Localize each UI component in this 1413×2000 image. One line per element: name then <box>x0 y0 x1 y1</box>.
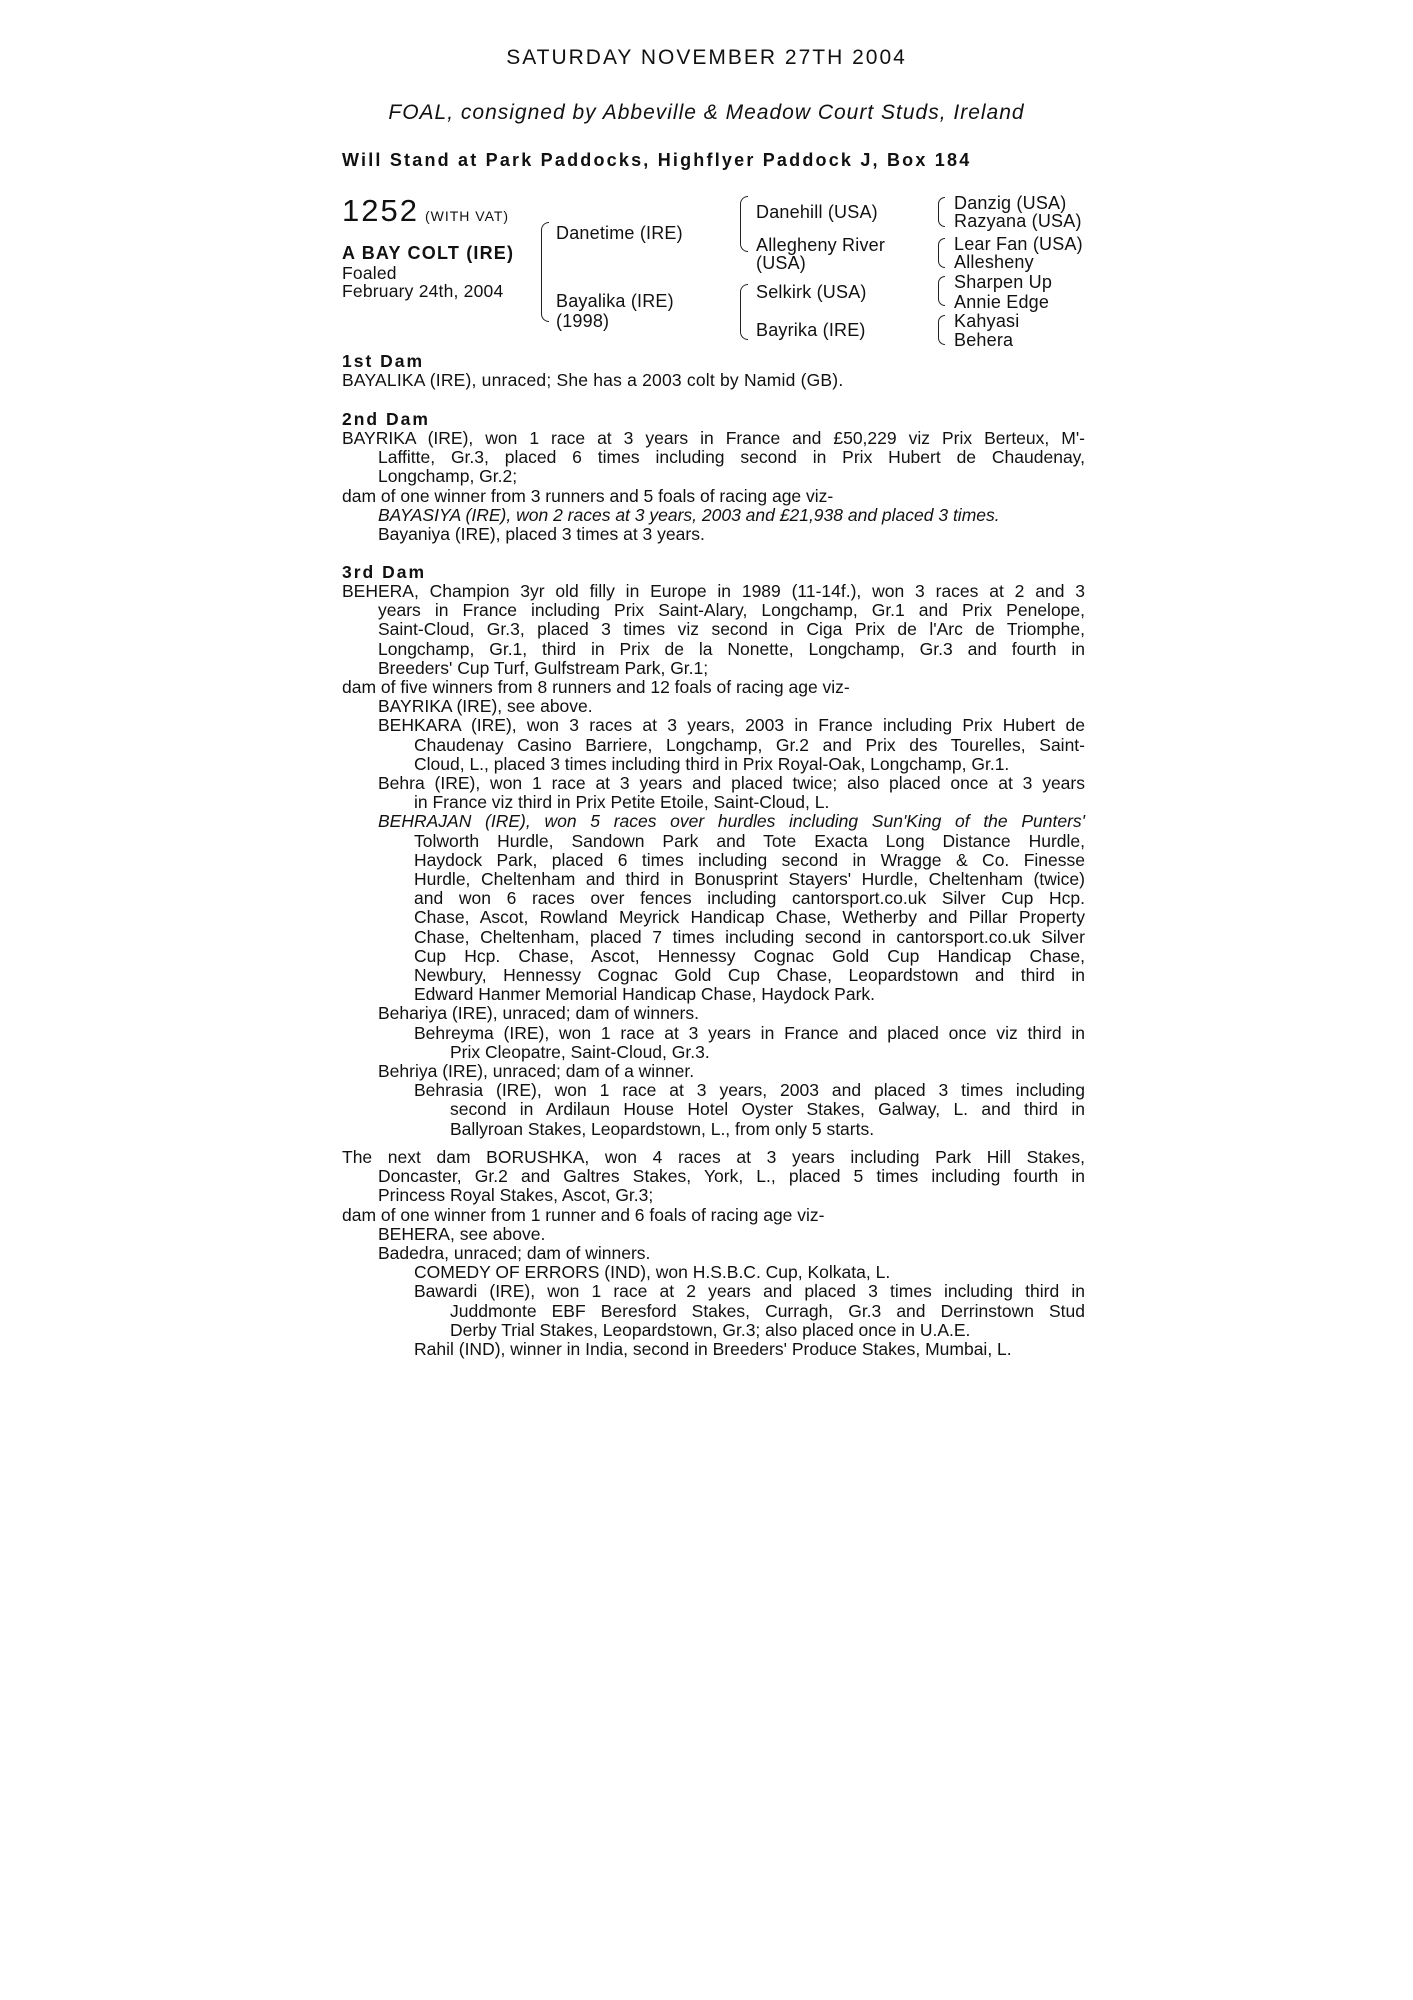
third-dam-produce: BEHKARA (IRE), won 3 races at 3 years, 2003 in France including Prix Hubert de <box>378 715 1085 736</box>
pedigree-brace-dam <box>740 284 748 340</box>
pedigree-brace-sire <box>740 196 748 252</box>
pedigree-brace-ds <box>938 276 945 306</box>
first-dam-text: BAYALIKA (IRE), unraced; She has a 2003 colt by Namid (GB). <box>342 370 844 390</box>
pedigree-sire-dam: Allegheny River <box>756 235 886 255</box>
third-dam-produce: Ballyroan Stakes, Leopardstown, L., from only 5 starts. <box>450 1118 875 1139</box>
second-dam-line: BAYRIKA (IRE), won 1 race at 3 years in France and £50,229 viz Prix Berteux, M'- <box>342 428 1085 448</box>
pedigree-brace-ss <box>938 197 945 227</box>
third-dam-produce: Tolworth Hurdle, Sandown Park and Tote Exacta Long Distance Hurdle, <box>414 830 1085 851</box>
lot-title: A BAY COLT (IRE) <box>342 243 515 263</box>
third-dam-produce: Prix Cleopatre, Saint-Cloud, Gr.3. <box>450 1041 710 1062</box>
pedigree-dam-year: (1998) <box>556 311 610 331</box>
pedigree-ssd: Razyana (USA) <box>954 211 1082 231</box>
third-dam-produce: Behra (IRE), won 1 race at 3 years and placed twice; also placed once at 3 years <box>378 773 1085 794</box>
pedigree-dds: Kahyasi <box>954 311 1020 331</box>
third-dam-produce: Behriya (IRE), unraced; dam of a winner. <box>378 1061 695 1082</box>
pedigree-brace-dd <box>938 315 945 345</box>
third-dam-produce: and won 6 races over fences including cantorsport.co.uk Silver Cup Hcp. <box>414 888 1085 909</box>
second-dam-heading: 2nd Dam <box>342 409 430 429</box>
next-dam-line: The next dam BORUSHKA, won 4 races at 3 years including Park Hill Stakes, <box>342 1147 1085 1167</box>
next-dam-line: Princess Royal Stakes, Ascot, Gr.3; <box>378 1185 654 1206</box>
next-dam-produce-intro: dam of one winner from 1 runner and 6 foals of racing age viz- <box>342 1204 825 1225</box>
lot-number-value: 1252 <box>342 193 419 228</box>
pedigree-sss: Danzig (USA) <box>954 193 1067 213</box>
third-dam-produce: Hurdle, Cheltenham and third in Bonusprint Stayers' Hurdle, Cheltenham (twice) <box>414 869 1085 890</box>
third-dam-produce: Cup Hcp. Chase, Ascot, Hennessy Cognac Gold Cup Handicap Chase, <box>414 945 1085 966</box>
pedigree-dam: Bayalika (IRE) <box>556 291 674 311</box>
third-dam-produce: BEHRAJAN (IRE), won 5 races over hurdles including Sun'King of the Punters' <box>378 811 1085 832</box>
pedigree-sire: Danetime (IRE) <box>556 223 683 243</box>
foaled-label: Foaled <box>342 263 397 283</box>
next-dam-produce: Derby Trial Stakes, Leopardstown, Gr.3; also placed once in U.A.E. <box>450 1319 971 1340</box>
pedigree-sire-sire: Danehill (USA) <box>756 202 878 222</box>
next-dam-produce: Badedra, unraced; dam of winners. <box>378 1243 651 1264</box>
first-dam-heading: 1st Dam <box>342 351 425 371</box>
second-dam-produce-intro: dam of one winner from 3 runners and 5 foals of racing age viz- <box>342 485 834 506</box>
second-dam-produce: Bayaniya (IRE), placed 3 times at 3 years. <box>378 524 705 545</box>
pedigree-dam-sire: Selkirk (USA) <box>756 282 867 302</box>
pedigree-brace-main <box>541 222 549 322</box>
second-dam-produce: BAYASIYA (IRE), won 2 races at 3 years, 2003 and £21,938 and placed 3 times. <box>378 504 1000 525</box>
third-dam-produce: Behrasia (IRE), won 1 race at 3 years, 2003 and placed 3 times including <box>414 1080 1085 1101</box>
third-dam-produce: Edward Hanmer Memorial Handicap Chase, Haydock Park. <box>414 984 876 1005</box>
third-dam-produce: Behariya (IRE), unraced; dam of winners. <box>378 1003 699 1024</box>
third-dam-produce: BAYRIKA (IRE), see above. <box>378 696 593 717</box>
third-dam-produce: Behreyma (IRE), won 1 race at 3 years in France and placed once viz third in <box>414 1022 1085 1043</box>
third-dam-heading: 3rd Dam <box>342 562 427 582</box>
next-dam-line: Doncaster, Gr.2 and Galtres Stakes, York, L., placed 5 times including fourth in <box>378 1166 1085 1187</box>
third-dam-line: BEHERA, Champion 3yr old filly in Europe in 1989 (11-14f.), won 3 races at 2 and 3 <box>342 581 1085 601</box>
second-dam-line: Longchamp, Gr.2; <box>378 466 518 487</box>
second-dam-line: Laffitte, Gr.3, placed 6 times including second in Prix Hubert de Chaudenay, <box>378 447 1085 468</box>
third-dam-line: Longchamp, Gr.1, third in Prix de la Nonette, Longchamp, Gr.3 and fourth in <box>378 638 1085 659</box>
third-dam-produce: Newbury, Hennessy Cognac Gold Cup Chase, Leopardstown and third in <box>414 965 1085 986</box>
third-dam-line: Saint-Cloud, Gr.3, placed 3 times viz second in Ciga Prix de l'Arc de Triomphe, <box>378 619 1085 640</box>
pedigree-ddd: Behera <box>954 330 1014 350</box>
third-dam-produce: Haydock Park, placed 6 times including second in Wragge & Co. Finesse <box>414 849 1085 870</box>
third-dam-produce: Cloud, L., placed 3 times including third in Prix Royal-Oak, Longchamp, Gr.1. <box>414 753 1010 774</box>
third-dam-line: years in France including Prix Saint-Alary, Longchamp, Gr.1 and Prix Penelope, <box>378 600 1085 621</box>
stand-location: Will Stand at Park Paddocks, Highflyer Paddock J, Box 184 <box>342 150 972 170</box>
pedigree-sdd: Allesheny <box>954 252 1034 272</box>
third-dam-produce: second in Ardilaun House Hotel Oyster Stakes, Galway, L. and third in <box>450 1099 1085 1120</box>
foaled-date: February 24th, 2004 <box>342 281 504 301</box>
consignment-line: FOAL, consigned by Abbeville & Meadow Court Studs, Ireland <box>388 101 1025 124</box>
second-dam-block <box>342 429 1085 544</box>
pedigree-sds: Lear Fan (USA) <box>954 234 1083 254</box>
third-dam-produce: Chase, Ascot, Rowland Meyrick Handicap Chase, Wetherby and Pillar Property <box>414 907 1085 928</box>
vat-note: (WITH VAT) <box>424 208 510 224</box>
next-dam-produce: Juddmonte EBF Beresford Stakes, Curragh, Gr.3 and Derrinstown Stud <box>450 1300 1085 1321</box>
pedigree-dss: Sharpen Up <box>954 272 1053 292</box>
next-dam-produce: Rahil (IND), winner in India, second in Breeders' Produce Stakes, Mumbai, L. <box>414 1339 1012 1360</box>
next-dam-produce: BEHERA, see above. <box>378 1223 546 1244</box>
third-dam-produce-intro: dam of five winners from 8 runners and 12 foals of racing age viz- <box>342 677 850 698</box>
next-dam-block <box>342 1148 1085 1359</box>
third-dam-produce: Chase, Cheltenham, placed 7 times including second in cantorsport.co.uk Silver <box>414 926 1085 947</box>
pedigree-dam-dam: Bayrika (IRE) <box>756 320 866 340</box>
lot-number <box>342 194 509 233</box>
third-dam-produce: Chaudenay Casino Barriere, Longchamp, Gr.2 and Prix des Tourelles, Saint- <box>414 734 1085 755</box>
next-dam-produce: Bawardi (IRE), won 1 race at 2 years and placed 3 times including third in <box>414 1281 1085 1302</box>
third-dam-line: Breeders' Cup Turf, Gulfstream Park, Gr.1; <box>378 657 709 678</box>
pedigree-brace-sd <box>938 238 945 268</box>
pedigree-sire-dam-country: (USA) <box>756 253 806 273</box>
pedigree-dsd: Annie Edge <box>954 292 1050 312</box>
sale-date: SATURDAY NOVEMBER 27TH 2004 <box>506 46 907 69</box>
next-dam-produce: COMEDY OF ERRORS (IND), won H.S.B.C. Cup, Kolkata, L. <box>414 1262 891 1283</box>
third-dam-block <box>342 582 1085 1139</box>
third-dam-produce: in France viz third in Prix Petite Etoile, Saint-Cloud, L. <box>414 792 830 813</box>
